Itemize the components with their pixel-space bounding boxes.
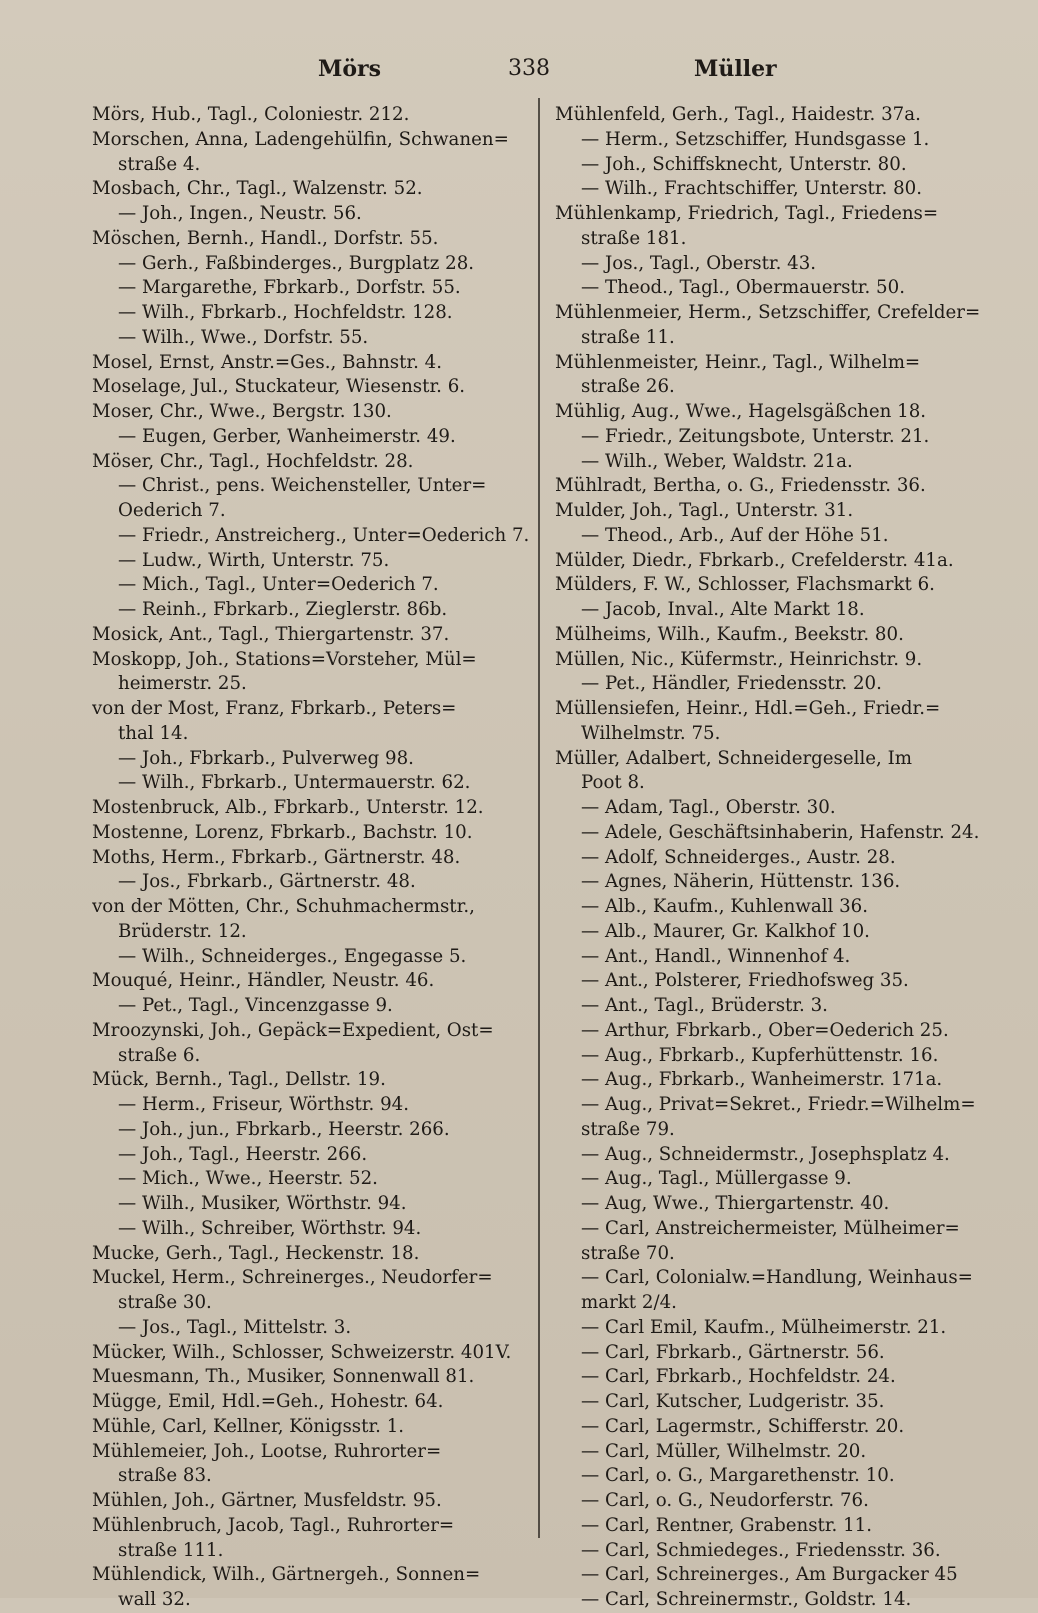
entry-line: — Wilh., Wwe., Dorfstr. 55. [118, 326, 369, 348]
entry-line: — Adele, Geschäftsinhaberin, Hafenstr. 24. [581, 821, 980, 843]
page-header [0, 56, 1038, 96]
entry-line: — Carl, o. G., Neudorferstr. 76. [581, 1490, 869, 1511]
entry-line: Mühlenbruch, Jacob, Tagl., Ruhrorter= [92, 1514, 455, 1536]
entry-line: — Aug., Tagl., Müllergasse 9. [581, 1168, 852, 1190]
entry-line: — Carl, Rentner, Grabenstr. 11. [581, 1514, 873, 1536]
entry-line: Mühlig, Aug., Wwe., Hagelsgäßchen 18. [555, 401, 927, 422]
entry-line: — Jos., Tagl., Oberstr. 43. [581, 252, 817, 274]
entry-line: Mühlenfeld, Gerh., Tagl., Haidestr. 37a. [555, 104, 921, 125]
header-right-keyword: Müller [694, 56, 777, 82]
entry-line: — Carl, Schmiedeges., Friedensstr. 36. [581, 1539, 941, 1561]
entry-line: Mühlenmeier, Herm., Setzschiffer, Crefelder= [555, 302, 981, 323]
entry-line: — Jos., Tagl., Mittelstr. 3. [118, 1316, 352, 1338]
entry-line: Mostenbruck, Alb., Fbrkarb., Unterstr. 12. [92, 797, 484, 818]
entry-line: — Carl, Anstreichermeister, Mülheimer= [581, 1217, 960, 1239]
entry-line: — Margarethe, Fbrkarb., Dorfstr. 55. [118, 277, 461, 299]
entry-line: — Carl, Colonialw.=Handlung, Weinhaus= [581, 1267, 973, 1289]
entry-line: Morschen, Anna, Ladengehülfin, Schwanen= [92, 128, 509, 150]
entry-line: Poot 8. [581, 772, 645, 794]
entry-line: Mühlenmeister, Heinr., Tagl., Wilhelm= [555, 351, 921, 373]
entry-line: Mühle, Carl, Kellner, Königsstr. 1. [92, 1415, 405, 1437]
entry-line: — Jacob, Inval., Alte Markt 18. [581, 599, 865, 620]
entry-line: — Pet., Tagl., Vincenzgasse 9. [118, 995, 393, 1016]
entry-line: — Joh., Ingen., Neustr. 56. [118, 203, 362, 224]
entry-line: von der Mötten, Chr., Schuhmachermstr., [92, 896, 475, 917]
entry-line: Mörs, Hub., Tagl., Coloniestr. 212. [92, 104, 410, 125]
entry-line: — Arthur, Fbrkarb., Ober=Oederich 25. [581, 1019, 949, 1041]
entry-line: Muesmann, Th., Musiker, Sonnenwall 81. [92, 1366, 475, 1388]
entry-line: Möser, Chr., Tagl., Hochfeldstr. 28. [92, 450, 414, 472]
entry-line: Muckel, Herm., Schreinerges., Neudorfer= [92, 1267, 493, 1289]
entry-line: — Wilh., Musiker, Wörthstr. 94. [118, 1193, 407, 1214]
entry-line: von der Most, Franz, Fbrkarb., Peters= [92, 698, 457, 719]
entry-line: — Aug., Fbrkarb., Kupferhüttenstr. 16. [581, 1044, 939, 1066]
entry-line: straße 83. [118, 1465, 212, 1487]
entry-line: — Wilh., Fbrkarb., Untermauerstr. 62. [118, 772, 471, 794]
entry-line: — Alb., Kaufm., Kuhlenwall 36. [581, 896, 869, 917]
entry-line: Möschen, Bernh., Handl., Dorfstr. 55. [92, 227, 439, 249]
entry-line: Mroozynski, Joh., Gepäck=Expedient, Ost= [92, 1019, 494, 1041]
entry-line: Mosbach, Chr., Tagl., Walzenstr. 52. [92, 178, 423, 200]
entry-line: Mühlen, Joh., Gärtner, Musfeldstr. 95. [92, 1490, 442, 1511]
entry-line: straße 79. [581, 1118, 675, 1140]
entry-line: Müllen, Nic., Küfermstr., Heinrichstr. 9. [555, 648, 923, 670]
entry-line: Mülder, Diedr., Fbrkarb., Crefelderstr. 41a. [555, 549, 954, 571]
entry-line: — Wilh., Schneiderges., Engegasse 5. [118, 945, 467, 967]
entry-line: — Theod., Tagl., Obermauerstr. 50. [581, 277, 905, 299]
entry-line: — Carl, Schreinerges., Am Burgacker 45 [581, 1564, 958, 1586]
entry-line: — Joh., Fbrkarb., Pulverweg 98. [118, 747, 414, 769]
entry-line: — Eugen, Gerber, Wanheimerstr. 49. [118, 425, 456, 447]
entry-line: — Joh., Schiffsknecht, Unterstr. 80. [581, 153, 907, 175]
entry-line: — Carl, Lagermstr., Schifferstr. 20. [581, 1415, 905, 1437]
entry-line: Mülders, F. W., Schlosser, Flachsmarkt 6. [555, 574, 935, 596]
entry-line: — Agnes, Näherin, Hüttenstr. 136. [581, 871, 901, 893]
entry-line: — Adolf, Schneiderges., Austr. 28. [581, 846, 896, 868]
entry-line: — Aug, Wwe., Thiergartenstr. 40. [581, 1193, 890, 1214]
entry-line: Mosick, Ant., Tagl., Thiergartenstr. 37. [92, 623, 450, 645]
entry-line: Müller, Adalbert, Schneidergeselle, Im [555, 747, 913, 769]
entry-line: — Ant., Handl., Winnenhof 4. [581, 945, 851, 967]
entry-line: Mouqué, Heinr., Händler, Neustr. 46. [92, 970, 435, 992]
entry-line: Mülheims, Wilh., Kaufm., Beekstr. 80. [555, 623, 904, 645]
entry-line: Mostenne, Lorenz, Fbrkarb., Bachstr. 10. [92, 821, 473, 843]
entry-line: Mühlendick, Wilh., Gärtnergeh., Sonnen= [92, 1564, 481, 1586]
entry-line: — Mich., Wwe., Heerstr. 52. [118, 1168, 378, 1190]
entry-line: Oederich 7. [118, 500, 226, 521]
entry-line: — Friedr., Zeitungsbote, Unterstr. 21. [581, 425, 930, 447]
entry-line: — Carl, Müller, Wilhelmstr. 20. [581, 1440, 867, 1462]
entry-line: — Ant., Polsterer, Friedhofsweg 35. [581, 970, 909, 992]
entry-line: Mühlenkamp, Friedrich, Tagl., Friedens= [555, 203, 939, 224]
entry-line: — Aug., Fbrkarb., Wanheimerstr. 171a. [581, 1069, 943, 1091]
entry-line: straße 6. [118, 1044, 201, 1066]
entry-line: — Carl, Schreinermstr., Goldstr. 14. [581, 1589, 912, 1610]
entry-line: — Carl, Fbrkarb., Gärtnerstr. 56. [581, 1341, 885, 1363]
left-column [92, 103, 530, 1613]
entry-line: — Herm., Friseur, Wörthstr. 94. [118, 1094, 410, 1115]
entry-line: — Aug., Schneidermstr., Josephsplatz 4. [581, 1143, 950, 1165]
page-number: 338 [508, 56, 550, 81]
entry-line: Mühlemeier, Joh., Lootse, Ruhrorter= [92, 1440, 442, 1462]
entry-line: — Gerh., Faßbinderges., Burgplatz 28. [118, 252, 475, 274]
entry-line: straße 4. [118, 153, 201, 175]
entry-line: straße 30. [118, 1292, 212, 1313]
entry-line: — Wilh., Frachtschiffer, Unterstr. 80. [581, 178, 923, 200]
entry-line: straße 26. [581, 376, 675, 398]
entry-line: — Ludw., Wirth, Unterstr. 75. [118, 549, 390, 571]
entry-line: Moselage, Jul., Stuckateur, Wiesenstr. 6. [92, 376, 466, 398]
entry-line: Mosel, Ernst, Anstr.=Ges., Bahnstr. 4. [92, 351, 443, 373]
column-divider [538, 98, 540, 1538]
entry-line: — Christ., pens. Weichensteller, Unter= [118, 475, 487, 497]
entry-line: — Aug., Privat=Sekret., Friedr.=Wilhelm= [581, 1094, 976, 1115]
entry-line: straße 181. [581, 227, 687, 249]
entry-line: Moser, Chr., Wwe., Bergstr. 130. [92, 401, 392, 422]
entry-line: Mühlradt, Bertha, o. G., Friedensstr. 36. [555, 475, 926, 497]
entry-line: markt 2/4. [581, 1292, 677, 1313]
entry-line: — Carl, Kutscher, Ludgeristr. 35. [581, 1391, 885, 1412]
entry-line: — Joh., jun., Fbrkarb., Heerstr. 266. [118, 1118, 450, 1140]
entry-line: straße 111. [118, 1539, 224, 1561]
entry-line: — Mich., Tagl., Unter=Oederich 7. [118, 574, 439, 596]
entry-line: heimerstr. 25. [118, 673, 247, 695]
right-column [555, 103, 995, 1613]
entry-line: Mück, Bernh., Tagl., Dellstr. 19. [92, 1069, 386, 1091]
entry-line: Wilhelmstr. 75. [581, 722, 721, 744]
entry-line: — Pet., Händler, Friedensstr. 20. [581, 673, 882, 695]
entry-line: — Wilh., Schreiber, Wörthstr. 94. [118, 1217, 422, 1239]
entry-line: — Friedr., Anstreicherg., Unter=Oederich 7. [118, 524, 530, 546]
entry-line: — Carl, Fbrkarb., Hochfeldstr. 24. [581, 1366, 896, 1388]
entry-line: Müllensiefen, Heinr., Hdl.=Geh., Friedr.= [555, 698, 941, 719]
entry-line: — Herm., Setzschiffer, Hundsgasse 1. [581, 128, 930, 150]
entry-line: — Wilh., Fbrkarb., Hochfeldstr. 128. [118, 302, 453, 323]
entry-line: — Carl, o. G., Margarethenstr. 10. [581, 1465, 895, 1487]
entry-line: — Alb., Maurer, Gr. Kalkhof 10. [581, 920, 870, 942]
entry-line: Mulder, Joh., Tagl., Unterstr. 31. [555, 500, 854, 521]
entry-line: — Adam, Tagl., Oberstr. 30. [581, 797, 836, 818]
entry-line: Mügge, Emil, Hdl.=Geh., Hohestr. 64. [92, 1391, 444, 1412]
entry-line: — Jos., Fbrkarb., Gärtnerstr. 48. [118, 871, 416, 893]
entry-line: thal 14. [118, 722, 189, 744]
entry-line: — Ant., Tagl., Brüderstr. 3. [581, 995, 828, 1016]
entry-line: — Theod., Arb., Auf der Höhe 51. [581, 524, 889, 546]
entry-line: straße 70. [581, 1242, 675, 1264]
header-left-keyword: Mörs [318, 56, 382, 82]
entry-line: — Carl Emil, Kaufm., Mülheimerstr. 21. [581, 1316, 947, 1338]
entry-line: — Reinh., Fbrkarb., Zieglerstr. 86b. [118, 599, 448, 620]
entry-line: Moskopp, Joh., Stations=Vorsteher, Mül= [92, 648, 477, 670]
entry-line: straße 11. [581, 326, 675, 348]
entry-line: — Joh., Tagl., Heerstr. 266. [118, 1143, 368, 1165]
entry-line: Brüderstr. 12. [118, 920, 247, 942]
entry-line: Mücker, Wilh., Schlosser, Schweizerstr. 401V. [92, 1341, 512, 1363]
entry-line: Moths, Herm., Fbrkarb., Gärtnerstr. 48. [92, 846, 461, 868]
entry-line: wall 32. [118, 1589, 191, 1610]
entry-line: — Wilh., Weber, Waldstr. 21a. [581, 450, 853, 472]
entry-line: Mucke, Gerh., Tagl., Heckenstr. 18. [92, 1242, 420, 1264]
